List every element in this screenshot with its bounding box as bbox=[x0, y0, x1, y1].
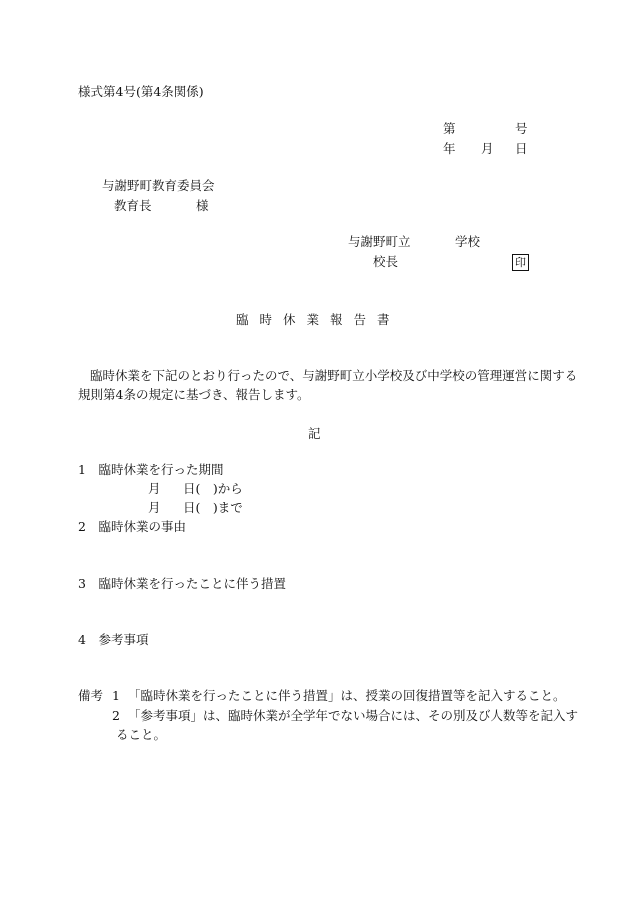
doc-number-go: 号 bbox=[515, 121, 528, 136]
remarks-note-1: 「臨時休業を行ったことに伴う措置」は、授業の回復措置等を記入すること。 bbox=[128, 688, 566, 703]
date-year: 年 bbox=[443, 141, 456, 156]
item-4: 4 参考事項 bbox=[78, 632, 149, 647]
addressee-superintendent: 教育長 bbox=[114, 198, 152, 213]
addressee-board: 与謝野町教育委員会 bbox=[102, 178, 215, 193]
period-to-day: 日( )まで bbox=[183, 500, 243, 515]
item-2: 2 臨時休業の事由 bbox=[78, 519, 186, 534]
doc-number-dai: 第 bbox=[443, 121, 456, 136]
sender-principal: 校長 bbox=[373, 254, 399, 269]
sender-school-prefix: 与謝野町立 bbox=[348, 234, 411, 249]
ki-heading: 記 bbox=[308, 426, 321, 441]
remarks-note-1-number: 1 bbox=[112, 688, 120, 703]
item-1: 1 臨時休業を行った期間 bbox=[78, 462, 224, 477]
period-from-month: 月 bbox=[148, 481, 161, 496]
date-month: 月 bbox=[481, 141, 494, 156]
remarks-label: 備考 bbox=[78, 688, 104, 703]
remarks-note-2-number: 2 bbox=[112, 708, 120, 723]
remarks-note-2-line-1: 「参考事項」は、臨時休業が全学年でない場合には、その別及び人数等を記入す bbox=[128, 708, 579, 723]
document-title: 臨時休業報告書 bbox=[236, 312, 401, 327]
date-day: 日 bbox=[515, 141, 528, 156]
seal-mark: 印 bbox=[512, 254, 529, 271]
period-from-day: 日( )から bbox=[183, 481, 243, 496]
form-number: 様式第4号(第4条関係) bbox=[78, 84, 204, 99]
body-line-1: 臨時休業を下記のとおり行ったので、与謝野町立小学校及び中学校の管理運営に関する bbox=[90, 368, 578, 383]
addressee-sama: 様 bbox=[196, 198, 209, 213]
remarks-note-2-line-2: ること。 bbox=[116, 727, 167, 742]
period-to-month: 月 bbox=[148, 500, 161, 515]
item-3: 3 臨時休業を行ったことに伴う措置 bbox=[78, 576, 286, 591]
body-line-2: 規則第4条の規定に基づき、報告します。 bbox=[78, 387, 310, 402]
sender-school-suffix: 学校 bbox=[455, 234, 481, 249]
